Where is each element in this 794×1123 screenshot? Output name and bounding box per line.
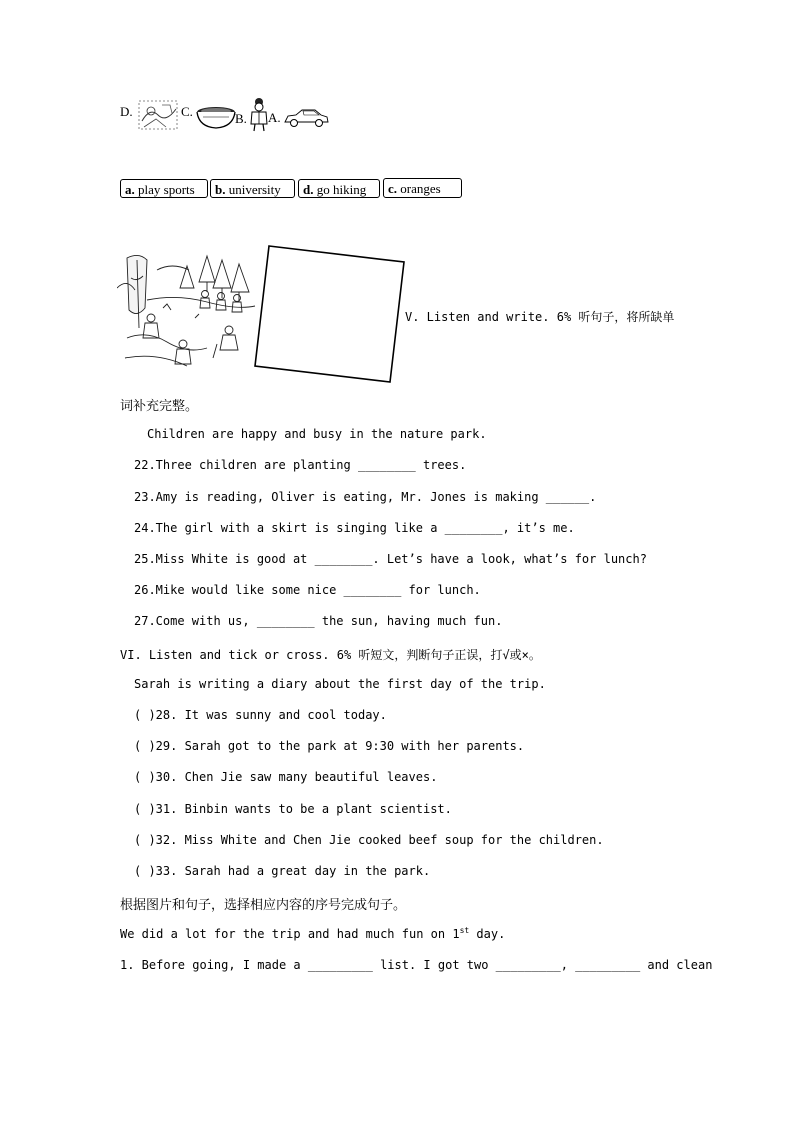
question-31: ( )31. Binbin wants to be a plant scientist. [134,802,452,816]
question-26: 26.Mike would like some nice ________ for lunch. [134,583,481,597]
section-6-intro: Sarah is writing a diary about the first day of the trip. [134,677,546,691]
option-d-label: D. [120,104,133,119]
question-25: 25.Miss White is good at ________. Let’s have a look, what’s for lunch? [134,552,647,566]
word-text: oranges [400,181,441,196]
section-5-heading: V. Listen and write. 6% 听句子，将所缺单 [405,310,675,324]
word-text: university [228,182,281,197]
section-7-item-1: 1. Before going, I made a _________ list. I got two _________, _________ and clean [120,958,713,972]
question-28: ( )28. It was sunny and cool today. [134,708,387,722]
question-32: ( )32. Miss White and Chen Jie cooked beef soup for the children. [134,833,604,847]
option-a-label: A. [268,110,281,125]
word-box-c [383,178,462,198]
section-7-instruction: 根据图片和句子，选择相应内容的序号完成句子。 [120,898,407,913]
word-box-b [210,179,295,198]
word-text: go hiking [316,182,367,197]
soup-bowl-icon [195,103,237,131]
sketch-picture-d [136,97,182,133]
word-letter: c. [388,181,398,196]
word-box-a [120,179,208,198]
question-27: 27.Come with us, ________ the sun, having much fun. [134,614,503,628]
option-c-label: C. [181,104,193,119]
word-letter: d. [303,182,314,197]
word-box-d [298,179,380,198]
intro-text: We did a lot for the trip and had much fun on 1 [120,927,460,941]
question-33: ( )33. Sarah had a great day in the park. [134,864,431,878]
question-22: 22.Three children are planting ________ trees. [134,458,467,472]
question-29: ( )29. Sarah got to the park at 9:30 with her parents. [134,739,525,753]
word-text: play sports [138,182,195,197]
intro-text-end: day. [469,927,506,941]
intro-superscript: st [459,926,470,935]
scientist-figure-icon [248,97,270,133]
word-letter: a. [125,182,135,197]
word-letter: b. [215,182,226,197]
option-b-label: B. [235,111,247,126]
section-5-heading-continued: 词补充完整。 [120,399,199,414]
question-23: 23.Amy is reading, Oliver is eating, Mr. Jones is making ______. [134,490,597,504]
section-6-heading: VI. Listen and tick or cross. 6% 听短文，判断句子正误，打√或×。 [120,648,541,662]
empty-picture-frame [252,242,408,386]
car-icon [282,107,330,129]
section-7-intro [120,926,505,941]
section-5-intro: Children are happy and busy in the nature park. [147,427,487,441]
nature-park-illustration [117,248,257,380]
question-24: 24.The girl with a skirt is singing like a ________, it’s me. [134,521,575,535]
question-30: ( )30. Chen Jie saw many beautiful leaves. [134,770,438,784]
